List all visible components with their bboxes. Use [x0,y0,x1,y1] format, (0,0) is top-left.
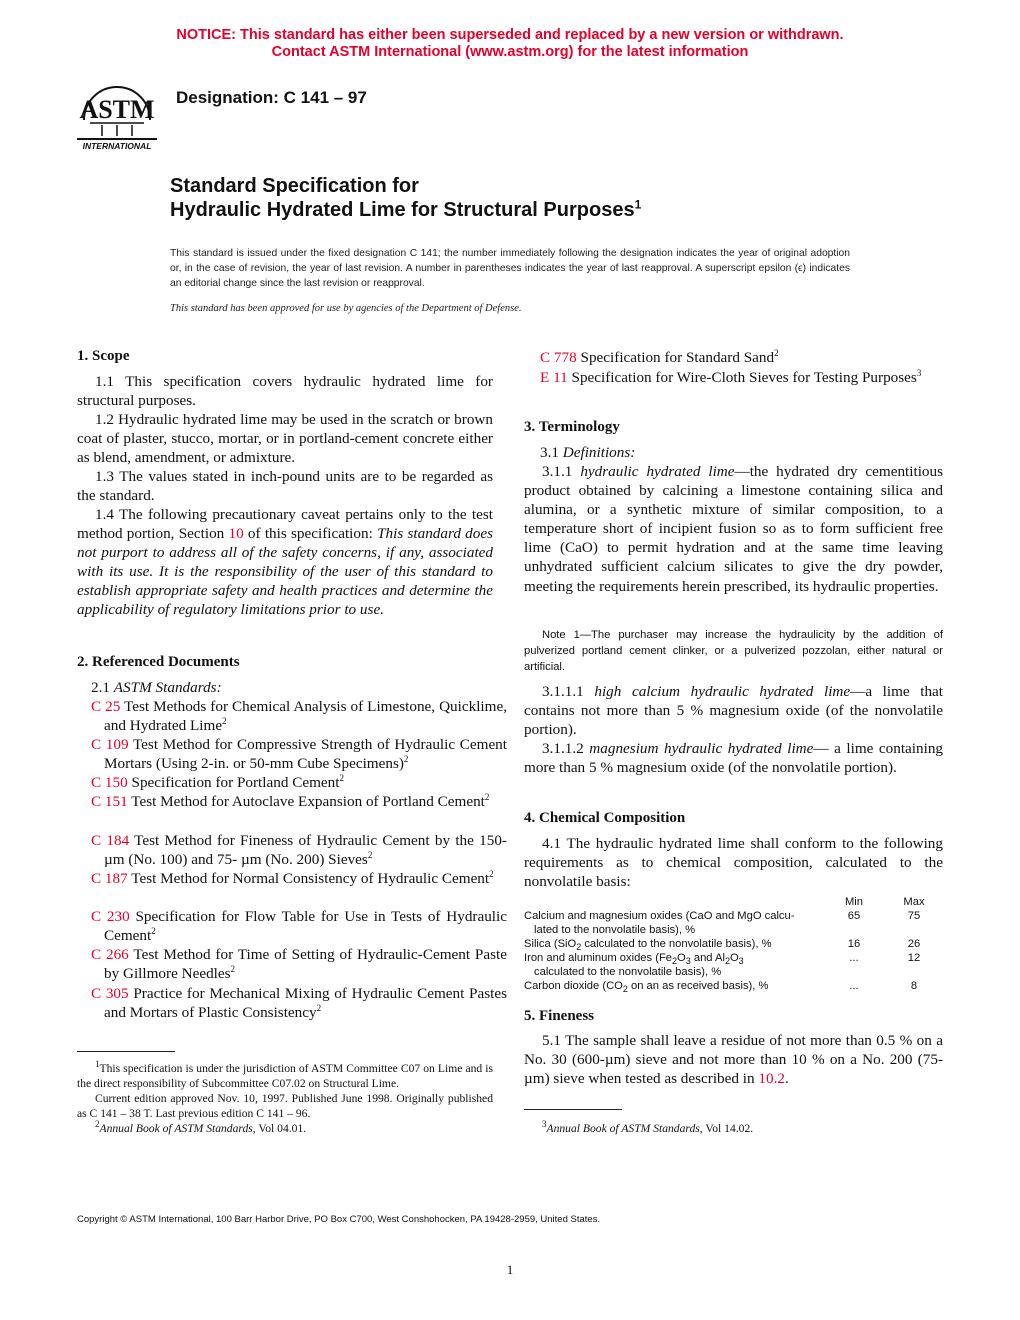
table-row: Silica (SiO$_2$ calculated to the nonvolatile basis), % 16 26 [524,938,921,953]
astm-standards-subheading: 2.1 ASTM Standards: [91,679,222,696]
ref-e11: E 11 Specification for Wire-Cloth Sieves for Testing Purposes$^3$ [540,367,922,386]
ref-c266: C 266 Test Method for Time of Setting of Hydraulic-Cement Paste by Gillmore Needles$^2$ [91,946,507,983]
notice-line-1: NOTICE: This standard has either been superseded and replaced by a new version or withdrawn. [176,27,844,43]
section-10-link[interactable]: 10 [228,525,244,543]
col-max: Max [903,896,925,908]
ref-link[interactable]: C 187 [91,870,128,887]
section-10-2-link[interactable]: 10.2 [758,1070,785,1088]
astm-logo [72,78,162,156]
ref-link[interactable]: C 150 [91,774,128,791]
table-row: Carbon dioxide ($CO_2$ on an as received basis), % ... 8 [524,980,918,995]
ref-c230: C 230 Specification for Flow Table for Use in Tests of Hydraulic Cement$^2$ [91,908,507,945]
ref-c151: C 151 Test Method for Autoclave Expansion of Portland Cement$^2$ [91,791,490,810]
fineness-heading: 5. Fineness [524,1008,595,1024]
scope-1-3: 1.3 The values stated in inch-pound units are to be regarded as the standard. [77,468,493,505]
svg-text:INTERNATIONAL: INTERNATIONAL [82,141,152,151]
ref-c25: C 25 Test Methods for Chemical Analysis of Limestone, Quicklime, and Hydrated Lime$^2$ [91,698,507,735]
table-row: Calcium and magnesium oxides (CaO and MgO calcu- lated to the nonvolatile basis), % 65 75 [524,910,921,936]
ref-link[interactable]: E 11 [540,369,568,386]
col-min: Min [844,896,864,908]
page-number: 1 [506,1262,514,1277]
ref-link[interactable]: C 151 [91,793,128,810]
terminology-heading: 3. Terminology [524,419,620,435]
ref-c109: C 109 Test Method for Compressive Strength of Hydraulic Cement Mortars (Using 2-in. or 50-mm Cube Specimens)$^2$ [91,736,507,773]
footnote-rule-left [77,1051,175,1052]
ref-c778: C 778 Specification for Standard Sand$^2$ [540,347,779,366]
ref-link[interactable]: C 266 [91,946,129,963]
ref-link[interactable]: C 230 [91,908,130,925]
chemical-requirements-table [524,895,944,993]
footnote-1: $^1$This specification is under the jurisdiction of ASTM Committee C07 on Lime and is the direct responsibility of Subcommittee C07.02 on Structural Lime. [77,1059,493,1090]
notice-line-2: Contact ASTM International (www.astm.org) for the latest information [271,44,749,60]
ref-link[interactable]: C 778 [540,349,577,366]
ref-c305: C 305 Practice for Mechanical Mixing of Hydraulic Cement Pastes and Mortars of Plastic Consistency$^2$ [91,985,507,1022]
ref-link[interactable]: C 305 [91,985,129,1002]
ref-link[interactable]: C 25 [91,698,121,715]
ref-c184: C 184 Test Method for Fineness of Hydraulic Cement by the 150-µm (No. 100) and 75- µm (No. 200) Sieves$^2$ [91,832,507,869]
table-row: Iron and aluminum oxides ($Fe_2O_3$ and $Al_2O_3$ calculated to the nonvolatile basis), % ... 12 [524,952,921,978]
footnote-2: $^2$Annual Book of ASTM Standards, Vol 04.01. [95,1119,307,1135]
title-line-1: Standard Specification for [170,175,419,197]
svg-text:ASTM: ASTM [79,95,155,124]
scope-heading: 1. Scope [77,348,130,364]
footnote-1-edition: Current edition approved Nov. 10, 1997. Published June 1998. Originally published as C 141 – 38 T. Last previous edition C 141 – 96. [77,1092,493,1120]
ref-c150: C 150 Specification for Portland Cement$^2$ [91,772,344,791]
chemical-heading: 4. Chemical Composition [524,810,686,826]
fineness-5-1: 5.1 The sample shall leave a residue of not more than 0.5 % on a No. 30 (600-µm) sieve and not more than 10 % on a No. 200 (75-µm) sieve when tested as described in 10.2. [524,1032,943,1088]
ref-link[interactable]: C 184 [91,832,130,849]
footnote-3: $^3$Annual Book of ASTM Standards, Vol 14.02. [542,1119,754,1135]
table-header-row [524,895,944,909]
definitions-subheading: 3.1 Definitions: [540,444,636,461]
scope-1-4: 1.4 The following precautionary caveat pertains only to the test method portion, Section 10 of this specification: This standard does not purport to address all of the safety concerns, if any, associated with its use. It is the responsibility of the user of this standard to establish appropriate safety and health practices and determine the applicability of regulatory limitations prior to use. [77,506,493,619]
note-1: Note 1—The purchaser may increase the hydraulicity by the addition of pulverized portland cement clinker, or a pulverized pozzolan, either natural or artificial. [524,629,943,673]
ref-link[interactable]: C 109 [91,736,129,753]
chemical-4-1: 4.1 The hydraulic hydrated lime shall conform to the following requirements as to chemical composition, calculated to the nonvolatile basis: [524,835,943,891]
scope-1-1: 1.1 This specification covers hydraulic hydrated lime for structural purposes. [77,373,493,410]
scope-1-2: 1.2 Hydraulic hydrated lime may be used in the scratch or brown coat of plaster, stucco, mortar, or in portland-cement concrete either as blend, amendment, or admixture. [77,411,493,467]
ref-c187: C 187 Test Method for Normal Consistency of Hydraulic Cement$^2$ [91,868,494,887]
designation: Designation: C 141 – 97 [176,88,367,107]
def-3-1-1: 3.1.1 hydraulic hydrated lime—the hydrated dry cementitious product obtained by calcining a limestone containing silica and alumina, or a synthetic mixture of similar composition, to a temperature short of incipient fusion so as to form sufficient free lime (CaO) to permit hydration and at the same time leaving unhydrated sufficient calcium silicates to give the dry powder, meeting the requirements herein prescribed, its hydraulic properties. [524,463,944,595]
def-3-1-1-2: 3.1.1.2 magnesium hydraulic hydrated lime— a lime containing more than 5 % magnesium oxide (of the nonvolatile portion). [524,740,944,777]
copyright-line: Copyright © ASTM International, 100 Barr Harbor Drive, PO Box C700, West Conshohocken, PA 19428-2959, United States. [77,1214,601,1225]
title-line-2: Hydraulic Hydrated Lime for Structural Purposes$^1$ [170,197,642,221]
footnote-rule-right [524,1109,622,1110]
def-3-1-1-1: 3.1.1.1 high calcium hydraulic hydrated lime—a lime that contains not more than 5 % magnesium oxide (of the nonvolatile portion). [524,683,944,739]
intro-paragraph: This standard is issued under the fixed designation C 141; the number immediately following the designation indicates the year of original adoption or, in the case of revision, the year of last revision. A number in parentheses indicates the year of last reapproval. A superscript epsilon (ϵ) indicates an editorial change since the last revision or reapproval. [170,248,850,289]
dod-approval: This standard has been approved for use by agencies of the Department of Defense. [170,303,522,314]
refdocs-heading: 2. Referenced Documents [77,654,240,670]
